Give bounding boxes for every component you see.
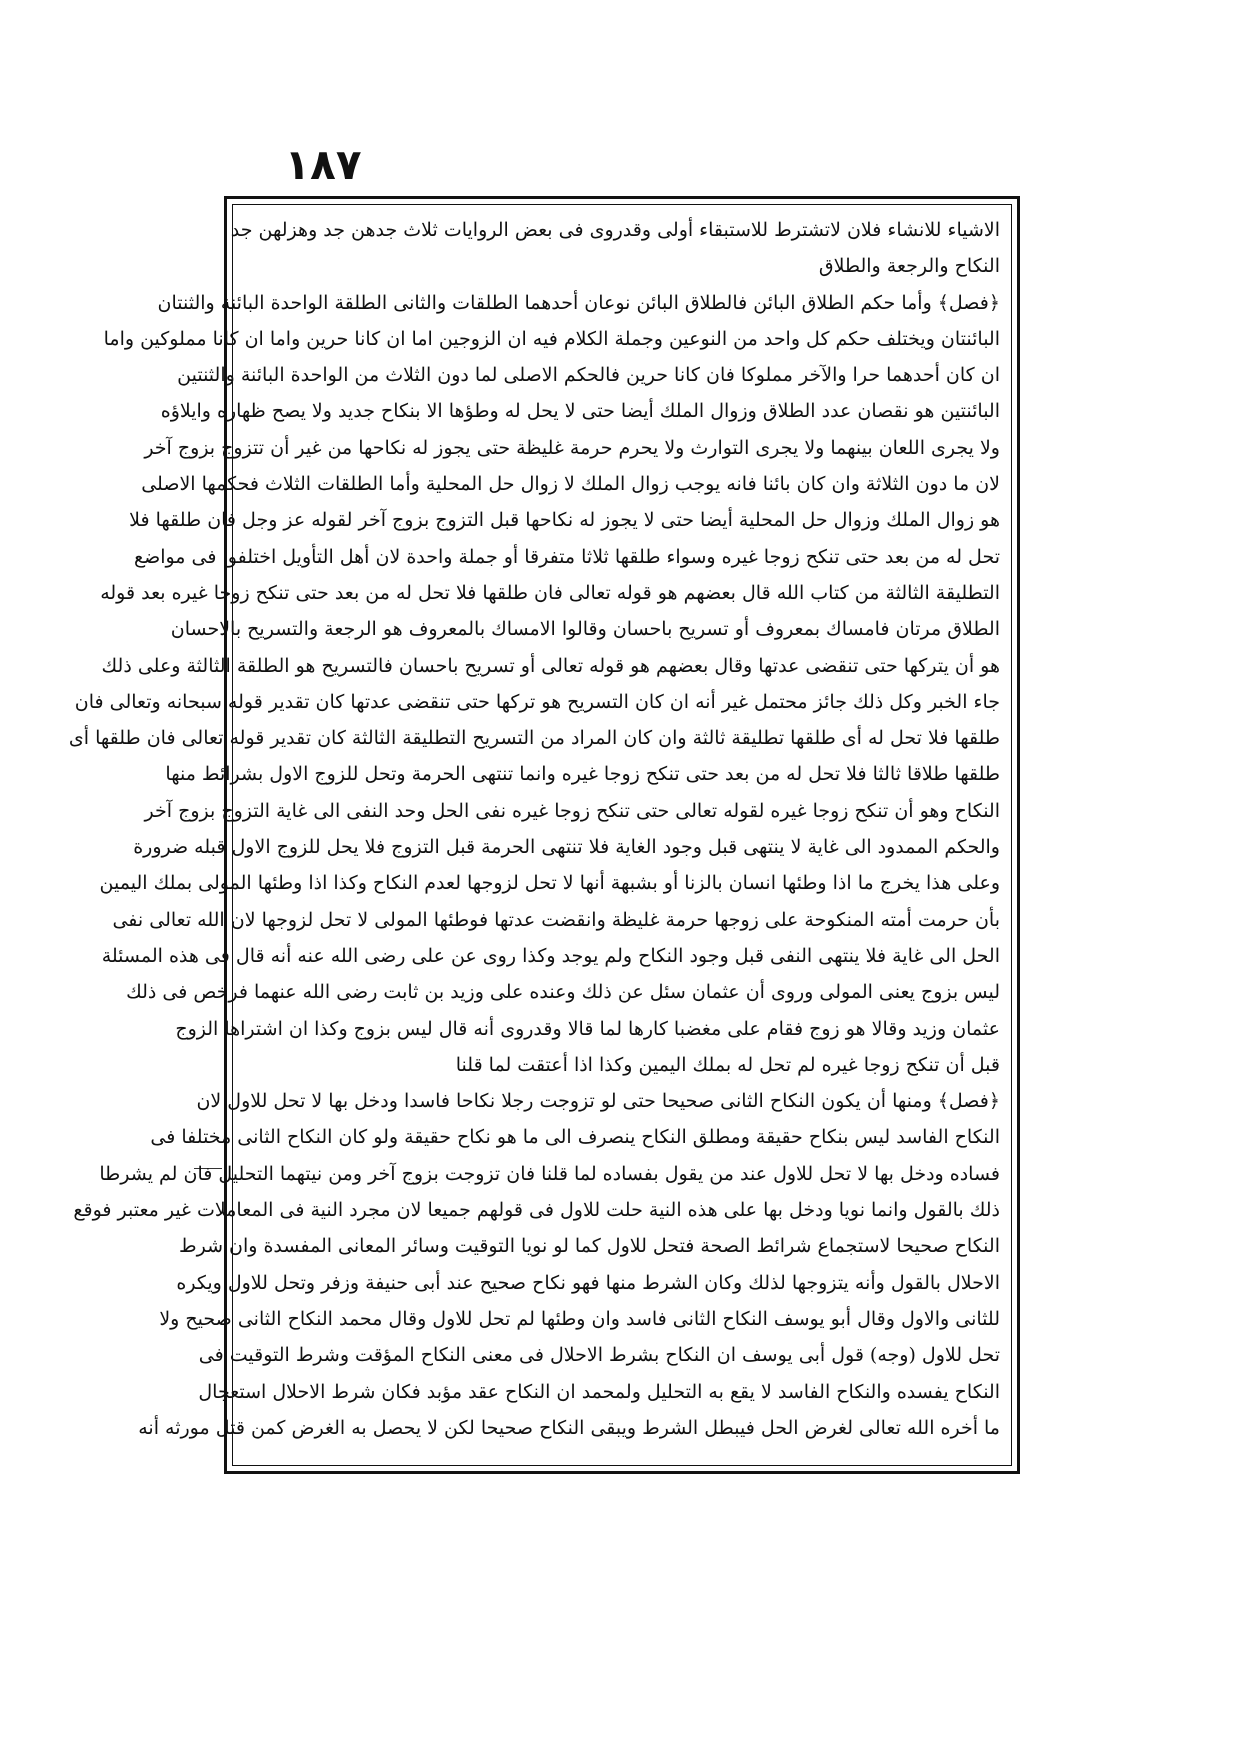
- text-line: عثمان وزيد وقالا هو زوج فقام على مغضبا كارها لما قالا وقدروى أنه قال ليس بزوج وكذا ان اشتراها الزوج: [175, 1017, 1000, 1040]
- text-line: الاحلال بالقول وأنه يتزوجها لذلك وكان الشرط منها فهو نكاح صحيح عند أبى حنيفة وزفر وتحل للاول ويكره: [176, 1271, 1000, 1294]
- text-line: فساده ودخل بها لا تحل للاول عند من يقول بفساده لما قلنا فان تزوجت بزوج آخر ومن نيتهما التحليل فان لم يشرطا: [99, 1162, 1000, 1185]
- text-line: النكاح يفسده والنكاح الفاسد لا يقع به التحليل ولمحمد ان النكاح عقد مؤبد فكان شرط الاحلال استعجال: [198, 1380, 1000, 1403]
- text-line: النكاح والرجعة والطلاق: [818, 255, 1000, 278]
- text-line: البائنتين هو نقصان عدد الطلاق وزوال الملك أيضا حتى لا يحل له وطؤها الا بنكاح جديد ولا يصح ظهاره وايلاؤه: [160, 400, 1000, 423]
- text-line: ذلك بالقول وانما نويا ودخل بها على هذه النية حلت للاول فى قولهم جميعا لان مجرد النية فى المعاملات غير معتبر فوقع: [73, 1199, 1000, 1222]
- text-line: النكاح وهو أن تنكح زوجا غيره لقوله تعالى حتى تنكح زوجا غيره نفى الحل وحد النفى الى غاية التزوج بزوج آخر: [144, 799, 1000, 822]
- text-line: طلقها فلا تحل له أى طلقها تطليقة ثالثة وان كان المراد من التسريح التطليقة الثالثة كان تقدير قوله تعالى فان طلقها أى: [68, 727, 1000, 750]
- text-line: ليس بزوج يعنى المولى وروى أن عثمان سئل عن ذلك وعنده على وزيد بن ثابت رضى الله عنهما فرخص فى ذلك: [126, 981, 1000, 1004]
- text-line: الاشياء للانشاء فلان لاتشترط للاستبقاء أولى وقدروى فى بعض الروايات ثلاث جدهن جد وهزلهن جد: [230, 219, 1000, 241]
- text-line: طلقها طلاقا ثالثا فلا تحل له من بعد حتى تنكح زوجا غيره وانما تنتهى الحرمة وتحل للزوج الاول بشرائط منها: [165, 763, 1000, 786]
- text-line: التطليقة الثالثة من كتاب الله قال بعضهم هو قوله تعالى فان طلقها فلا تحل له من بعد حتى تنكح زوجا غيره بعد قوله: [100, 581, 1000, 604]
- text-line: جاء الخبر وكل ذلك جائز محتمل غير أنه ان كان التسريح هو تركها حتى تنقضى عدتها كان تقدير قوله سبحانه وتعالى فان: [74, 690, 1000, 713]
- text-line: ﴿فصل﴾ ومنها أن يكون النكاح الثانى صحيحا حتى لو تزوجت رجلا نكاحا فاسدا ودخل بها لا تحل للاول لان: [196, 1090, 1000, 1113]
- text-line: وعلى هذا يخرج ما اذا وطئها انسان بالزنا أو بشبهة أنها لا تحل لزوجها لعدم النكاح وكذا اذا وطئها المولى بملك اليمين: [99, 872, 1000, 895]
- main-text: [68, 212, 1000, 1446]
- text-line: ما أخره الله تعالى لغرض الحل فيبطل الشرط ويبقى النكاح صحيحا لكن لا يحصل به الغرض كمن قتل مورثه أنه: [138, 1416, 1000, 1439]
- text-line: النكاح الفاسد ليس بنكاح حقيقة ومطلق النكاح ينصرف الى ما هو نكاح حقيقة ولو كان النكاح الثانى مختلفا فى: [150, 1126, 1000, 1149]
- text-line: بأن حرمت أمته المنكوحة على زوجها حرمة غليظة وانقضت عدتها فوطئها المولى لا تحل لزوجها لان الله تعالى نفى: [112, 908, 1000, 931]
- text-line: البائنتان ويختلف حكم كل واحد من النوعين وجملة الكلام فيه ان الزوجين اما ان كانا حرين واما ان كانا مملوكين واما: [103, 327, 1000, 350]
- text-line: النكاح صحيحا لاستجماع شرائط الصحة فتحل للاول كما لو نويا التوقيت وسائر المعانى المفسدة وان شرط: [179, 1235, 1000, 1258]
- text-line: ولا يجرى اللعان بينهما ولا يجرى التوارث ولا يحرم حرمة غليظة حتى يجوز له نكاحها من غير أن تتزوج بزوج آخر: [144, 436, 1000, 459]
- text-line: تحل للاول (وجه) قول أبى يوسف ان النكاح بشرط الاحلال فى معنى النكاح المؤقت وشرط التوقيت فى: [198, 1344, 1000, 1367]
- text-line: لان ما دون الثلاثة وان كان بائنا فانه يوجب زوال الملك لا زوال حل المحلية وأما الطلقات الثلاث فحكمها الاصلى: [141, 473, 1000, 496]
- text-line: للثانى والاول وقال أبو يوسف النكاح الثانى فاسد وان وطئها لم تحل للاول وقال محمد النكاح الثانى صحيح ولا: [159, 1307, 1000, 1330]
- text-line: الطلاق مرتان فامساك بمعروف أو تسريح باحسان وقالوا الامساك بالمعروف هو الرجعة والتسريح بالاحسان: [170, 618, 1000, 641]
- text-line: ﴿فصل﴾ وأما حكم الطلاق البائن فالطلاق البائن نوعان أحدهما الطلقات والثانى الطلقة الواحدة البائنة والثنتان: [157, 291, 1000, 314]
- text-line: والحكم الممدود الى غاية لا ينتهى قبل وجود الغاية فلا تنتهى الحرمة قبل التزوج فلا يحل للزوج الاول قبله ضرورة: [133, 836, 1000, 859]
- text-line: هو زوال الملك وزوال حل المحلية أيضا حتى لا يجوز له نكاحها قبل التزوج بزوج آخر لقوله عز وجل فان طلقها فلا: [129, 509, 1000, 532]
- text-line: قبل أن تنكح زوجا غيره لم تحل له بملك اليمين وكذا اذا أعتقت لما قلنا: [455, 1053, 1000, 1076]
- text-line: هو أن يتركها حتى تنقضى عدتها وقال بعضهم هو قوله تعالى أو تسريح باحسان فالتسريح هو الطلقة الثالثة وعلى ذلك: [101, 654, 1000, 677]
- text-line: تحل له من بعد حتى تنكح زوجا غيره وسواء طلقها ثلاثا متفرقا أو جملة واحدة لان أهل التأويل اختلفوا فى مواضع: [133, 545, 1000, 568]
- text-line: الحل الى غاية فلا ينتهى النفى قبل وجود النكاح ولم يوجد وكذا روى عن على رضى الله عنه أنه قال فى هذه المسئلة: [101, 944, 1000, 967]
- page-number: ١٨٧: [284, 140, 362, 189]
- text-line: ان كان أحدهما حرا والآخر مملوكا فان كانا حرين فالحكم الاصلى لما دون الثلاث من الواحدة البائنة والثنتين: [177, 364, 1000, 387]
